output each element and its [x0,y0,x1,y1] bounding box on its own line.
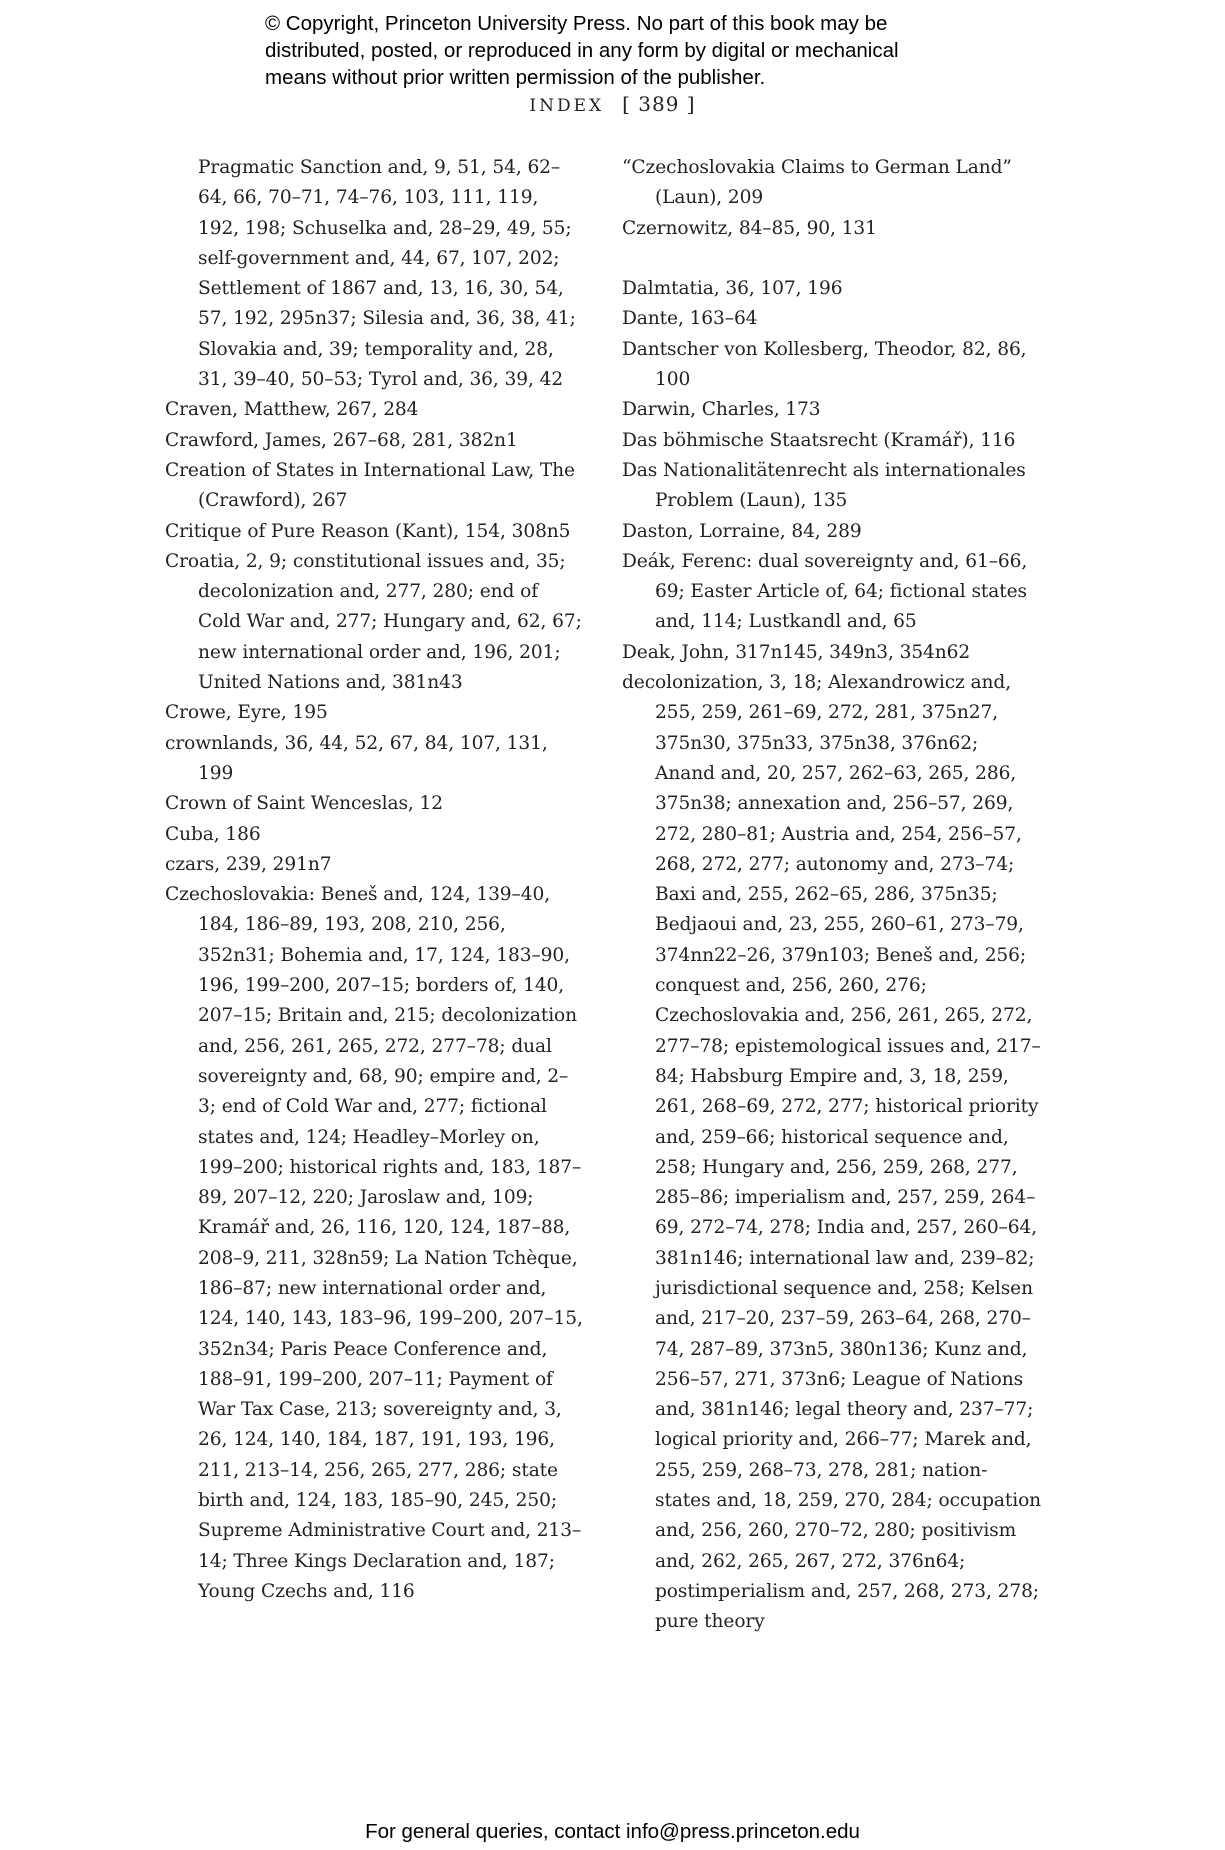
index-entry: Czernowitz, 84–85, 90, 131 [622,217,877,239]
index-entry: crownlands, 36, 44, 52, 67, 84, 107, 131, 199 [165,732,548,784]
index-entry: Craven, Matthew, 267, 284 [165,399,419,421]
index-entry: Dante, 163–64 [622,308,758,330]
index-entry: Czechoslovakia: Beneš and, 124, 139–40, 184, 186–89, 193, 208, 210, 256, 352n31; Bohemia and, 17, 124, 183–90, 196, 199–200, 207–15; borders of, 140, 207–15; Britain and, 215; decolonization and, 256, 261, 265, 272, 277–78; dual sovereignty and, 68, 90; empire and, 2–3; end of Cold War and, 277; fictional states and, 124; Headley–Morley on, 199–200; historical rights and, 183, 187–89, 207–12, 220; Jaroslaw and, 109; Kramář and, 26, 116, 120, 124, 187–88, 208–9, 211, 328n59; La Nation Tchèque, 186–87; new international order and, 124, 140, 143, 183–96, 199–200, 207–15, 352n34; Paris Peace Conference and, 188–91, 199–200, 207–11; Payment of War Tax Case, 213; sovereignty and, 3, 26, 124, 140, 184, 187, 191, 193, 196, 211, 213–14, 256, 265, 277, 286; state birth and, 124, 183, 185–90, 245, 250; Supreme Administrative Court and, 213–14; Three Kings Declaration and, 187; Young Czechs and, 116 [165,884,583,1602]
letter-group-gap [622,244,1042,274]
index-entry: Deak, John, 317n145, 349n3, 354n62 [622,641,971,663]
index-entry: Darwin, Charles, 173 [622,399,821,421]
running-head-section: INDEX [529,96,605,116]
index-entry: Cuba, 186 [165,823,261,845]
index-entry: Das Nationalitätenrecht als internationales Problem (Laun), 135 [622,459,1026,512]
index-entry: Crawford, James, 267–68, 281, 382n1 [165,429,518,451]
index-entry: Croatia, 2, 9; constitutional issues and, 35; decolonization and, 277, 280; end of Cold War and, 277; Hungary and, 62, 67; new international order and, 196, 201; United Nations and, 381n43 [165,550,582,694]
index-entry: Das böhmische Staatsrecht (Kramář), 116 [622,429,1016,451]
index-entry: “Czechoslovakia Claims to German Land” (Laun), 209 [622,157,1012,209]
index-column-left [165,153,585,1607]
index-entry: Critique of Pure Reason (Kant), 154, 308n5 [165,520,571,542]
footer-contact: For general queries, contact info@press.princeton.edu [365,1820,860,1843]
index-entry: Daston, Lorraine, 84, 289 [622,520,862,542]
index-entry: decolonization, 3, 18; Alexandrowicz and, 255, 259, 261–69, 272, 281, 375n27, 375n30, 375n33, 375n38, 376n62; Anand and, 20, 257, 262–63, 265, 286, 375n38; annexation and, 256–57, 269, 272, 280–81; Austria and, 254, 256–57, 268, 272, 277; autonomy and, 273–74; Baxi and, 255, 262–65, 286, 375n35; Bedjaoui and, 23, 255, 260–61, 273–79, 374nn22–26, 379n103; Beneš and, 256; conquest and, 256, 260, 276; Czechoslovakia and, 256, 261, 265, 272, 277–78; epistemological issues and, 217–84; Habsburg Empire and, 3, 18, 259, 261, 268–69, 272, 277; historical priority and, 259–66; historical sequence and, 258; Hungary and, 256, 259, 268, 277, 285–86; imperialism and, 257, 259, 264–69, 272–74, 278; India and, 257, 260–64, 381n146; international law and, 239–82; jurisdictional sequence and, 258; Kelsen and, 217–20, 237–59, 263–64, 268, 270–74, 287–89, 373n5, 380n136; Kunz and, 256–57, 271, 373n6; League of Nations and, 381n146; legal theory and, 237–77; logical priority and, 266–77; Marek and, 255, 259, 268–73, 278, 281; nation-states and, 18, 259, 270, 284; occupation and, 256, 260, 270–72, 280; positivism and, 262, 265, 267, 272, 376n64; postimperialism and, 257, 268, 273, 278; pure theory [622,672,1042,1633]
index-entry: Creation of States in International Law, The (Crawford), 267 [165,459,575,512]
copyright-line: distributed, posted, or reproduced in any form by digital or mechanical [265,39,899,62]
copyright-notice [265,10,1025,91]
index-entry: czars, 239, 291n7 [165,853,332,875]
index-entry: Dalmtatia, 36, 107, 196 [622,278,843,300]
page-number: [ 389 ] [622,92,696,116]
index-column-right [622,153,1042,1638]
index-entry-continuation: Pragmatic Sanction and, 9, 51, 54, 62–64, 66, 70–71, 74–76, 103, 111, 119, 192, 198; Schuselka and, 28–29, 49, 55; self-government and, 44, 67, 107, 202; Settlement of 1867 and, 13, 16, 30, 54, 57, 192, 295n37; Silesia and, 36, 38, 41; Slovakia and, 39; temporality and, 28, 31, 39–40, 50–53; Tyrol and, 36, 39, 42 [198,157,576,391]
copyright-line: © Copyright, Princeton University Press. No part of this book may be [265,12,888,35]
index-entry: Crowe, Eyre, 195 [165,702,328,724]
index-entry: Deák, Ferenc: dual sovereignty and, 61–66, 69; Easter Article of, 64; fictional states and, 114; Lustkandl and, 65 [622,550,1028,633]
index-entry: Dantscher von Kollesberg, Theodor, 82, 86, 100 [622,338,1027,391]
running-head [0,92,1225,116]
index-entry: Crown of Saint Wenceslas, 12 [165,793,444,815]
copyright-line: means without prior written permission of the publisher. [265,66,766,89]
